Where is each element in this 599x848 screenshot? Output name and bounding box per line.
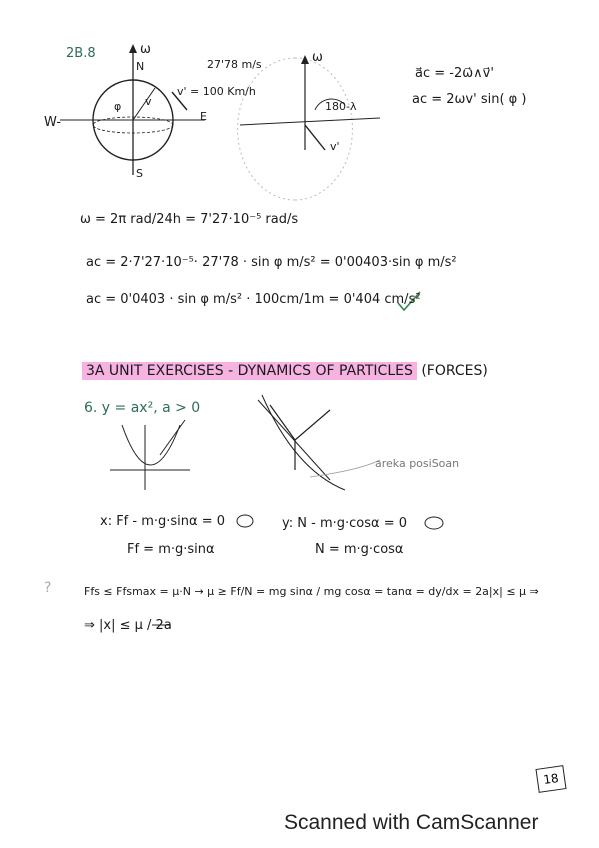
north-label: N <box>136 60 145 73</box>
y-equation-1: y: N - m·g·cosα = 0 <box>282 516 407 531</box>
omega2-label: ω <box>312 50 323 65</box>
parabola-left <box>122 425 180 465</box>
coriolis-magnitude: ac = 2ωv' sin( φ ) <box>412 92 527 107</box>
earth-left-outline <box>238 58 295 200</box>
section-title-text: 3A UNIT EXERCISES - DYNAMICS OF PARTICLES <box>82 362 417 380</box>
page-number: 18 <box>535 765 566 793</box>
vprime2-label: v' <box>330 140 340 153</box>
coriolis-vector: a⃗c = -2ω⃗∧v⃗' <box>415 66 494 81</box>
calc-line-1: ω = 2π rad/24h = 7'27·10⁻⁵ rad/s <box>80 212 299 227</box>
calc-line-2: ac = 2·7'27·10⁻⁵· 27'78 · sin φ m/s² = 0'00403·sin φ m/s² <box>86 255 457 270</box>
east-label: E <box>200 110 207 123</box>
angle2-label: 180-λ <box>325 100 357 113</box>
horizontal2-line <box>240 118 380 125</box>
x-equation-1: x: Ff - m·g·sinα = 0 <box>100 514 226 529</box>
earth-right-outline <box>295 58 352 200</box>
circled-zero-y <box>425 517 443 529</box>
west-label: W- <box>44 115 62 130</box>
vprime2-arrow <box>305 125 325 150</box>
phi-label: φ <box>114 100 122 113</box>
scanner-footer: Scanned with CamScanner <box>284 811 539 834</box>
x-equation-2: Ff = m·g·sinα <box>127 542 215 557</box>
exercise-statement: 6. y = ax², a > 0 <box>84 400 201 416</box>
force-arrow-left <box>160 420 185 455</box>
omega-arrow <box>129 44 137 53</box>
circled-zero <box>237 515 253 527</box>
normal-arrow <box>270 405 295 440</box>
y-equation-2: N = m·g·cosα <box>315 542 404 557</box>
v-label: v <box>145 95 152 108</box>
inequality-line: Ffs ≤ Ffsmax = μ·N → μ ≥ Ff/N = mg sinα / mg cosα = tanα = dy/dx = 2a|x| ≤ μ ⇒ <box>84 585 539 598</box>
margin-question: ? <box>44 580 52 596</box>
velocity-label: v' = 100 Km/h <box>177 85 256 98</box>
friction-arrow <box>295 410 330 440</box>
result-line: ⇒ |x| ≤ μ / 2a <box>84 618 172 633</box>
problem-number: 2B.8 <box>66 46 96 61</box>
tangent-line <box>258 400 330 480</box>
south-label: S <box>136 167 143 180</box>
omega-label: ω <box>140 42 151 57</box>
annotation-pointer <box>310 460 380 477</box>
calc-line-3: ac = 0'0403 · sin φ m/s² · 100cm/1m = 0'404 cm/s² <box>86 292 421 307</box>
section-tag: (FORCES) <box>421 363 488 379</box>
velocity-note: 27'78 m/s <box>207 58 262 71</box>
section-title <box>82 363 488 379</box>
parabola-right <box>262 395 345 490</box>
annotation-note: areka posiSoan <box>375 457 460 470</box>
omega2-arrow <box>301 55 309 64</box>
